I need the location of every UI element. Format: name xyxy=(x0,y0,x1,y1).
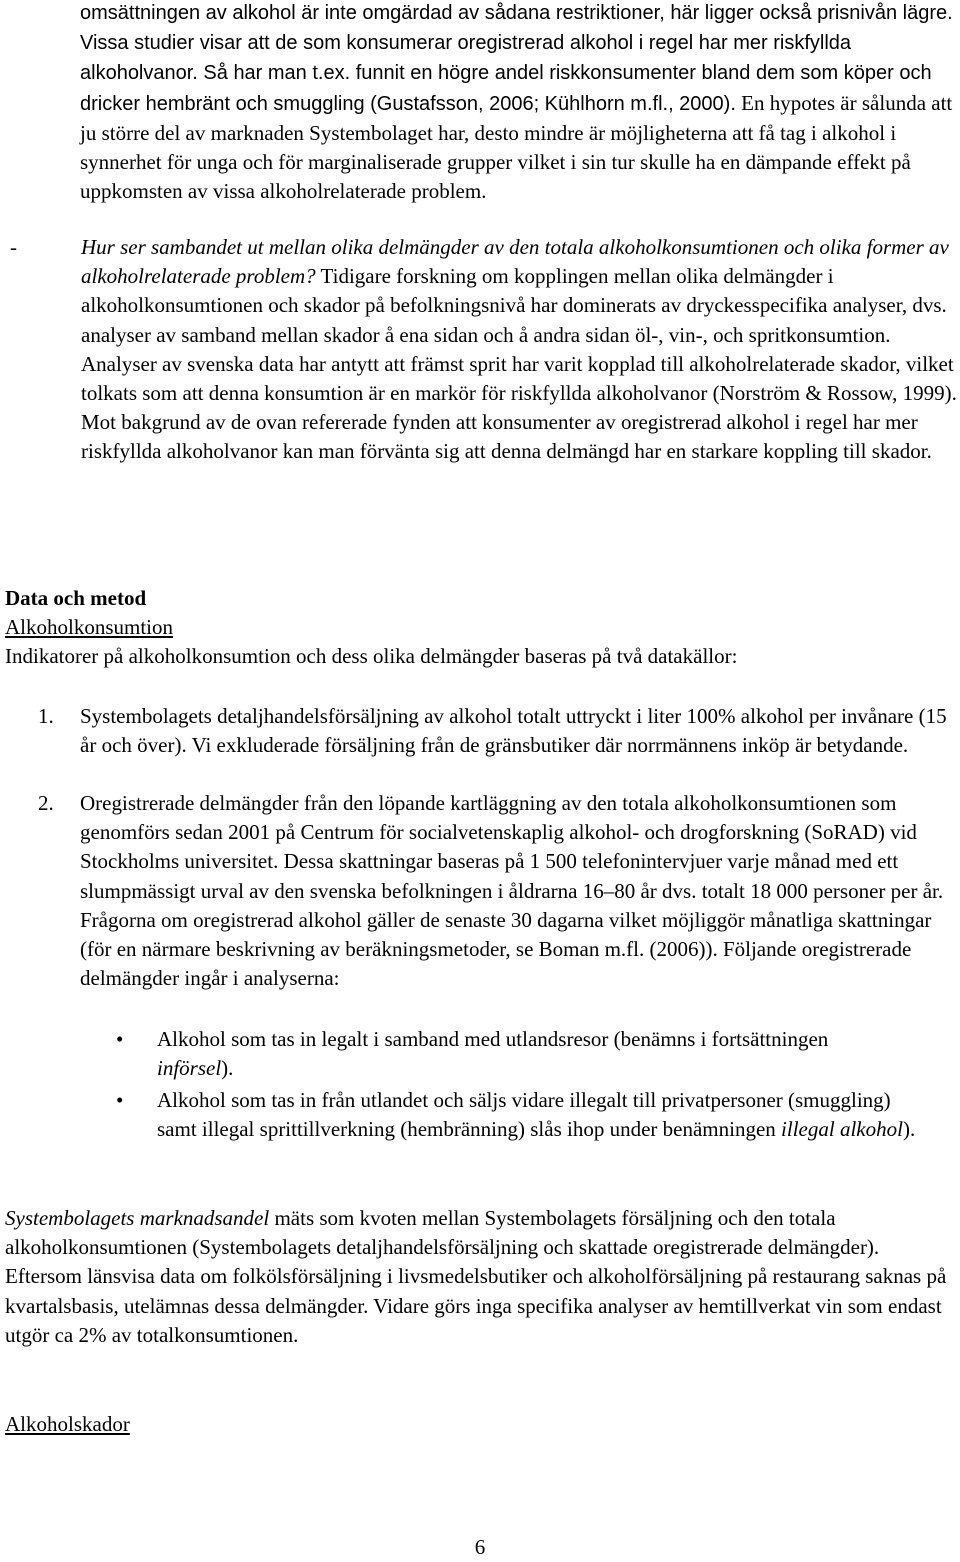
intro-text-sans: omsättningen av alkohol är inte omgärdad av sådana restriktioner, här ligger också prisnivån lägre. Vissa studier visar att de som konsumerar oregistrerad alkohol i regel har mer riskfyllda alkoholvanor. Så har man t.ex. funnit en högre andel riskkonsumenter bland dem som köper och dricker hembränt och smuggling (Gustafsson, 2006; Kühlhorn m.fl., 2000). xyxy=(80,2,953,115)
section-title: Data och metod xyxy=(5,586,147,610)
list-text: Systembolagets detaljhandelsförsäljning av alkohol totalt uttryckt i liter 100% alkohol per invånare (15 år och över). Vi exkluderade försäljning från de gränsbutiker där norrmännens inköp är betydande. xyxy=(80,704,947,758)
intro-paragraph xyxy=(80,0,960,206)
research-question-body: Tidigare forskning om kopplingen mellan olika delmängder i alkoholkonsumtionen och skador på befolkningsnivå har dominerats av dryckesspecifika analyser, dvs. analyser av samband mellan skador å ena sidan och å andra sidan öl-, vin-, och spritkonsumtion. Analyser av svenska data har antytt att främst sprit har varit kopplad till alkoholrelaterade skador, vilket tolkats som att denna konsumtion är en markör för riskfyllda alkoholvanor (Norström & Rossow, 1999). Mot bakgrund av de ovan refererade fynden att konsumenter av oregistrerad alkohol i regel har mer riskfyllda alkoholvanor kan man förvänta sig att denna delmängd har en starkare koppling till skador. xyxy=(81,264,957,464)
intro-text-serif: En hypotes är sålunda att ju större del av marknaden Systembolaget har, desto mindre är möjligheterna att få tag i alkohol i synnerhet för unga och för marginaliserade grupper vilket i sin tur skulle ha en dämpande effekt på uppkomsten av vissa alkoholrelaterade problem. xyxy=(80,90,953,204)
market-share-term: Systembolagets marknadsandel xyxy=(5,1206,270,1230)
list-number: 1. xyxy=(38,704,54,728)
bullet-text: Alkohol som tas in legalt i samband med utlandsresor (benämns i fortsättningen xyxy=(157,1027,829,1051)
list-number: 2. xyxy=(38,791,54,815)
bullet-dot: • xyxy=(116,1088,124,1112)
page-number: 6 xyxy=(474,1535,486,1559)
bullet-dot: • xyxy=(116,1027,124,1051)
bullet-emphasis: införsel xyxy=(157,1056,222,1081)
subsection-title: Alkoholkonsumtion xyxy=(5,615,174,640)
bullet-emphasis: illegal alkohol xyxy=(781,1117,903,1142)
market-share-paragraph xyxy=(5,1204,955,1350)
list-text: Oregistrerade delmängder från den löpande kartläggning av den totala alkoholkonsumtionen som genomförs sedan 2001 på Centrum för socialvetenskaplig alkohol- och drogforskning (SoRAD) vid Stockholms universitet. Dessa skattningar baseras på 1 500 telefonintervjuer varje månad med ett slumpmässigt urval av den svenska befolkningen i åldrarna 16–80 år dvs. totalt 18 000 personer per år. Frågorna om oregistrerad alkohol gäller de senaste 30 dagarna vilket möjliggör månatliga skattningar (för en närmare beskrivning av beräkningsmetoder, se Boman m.fl. (2006)). Följande oregistrerade delmängder ingår i analyserna: xyxy=(80,791,944,991)
section-intro: Indikatorer på alkoholkonsumtion och dess olika delmängder baseras på två datakällor: xyxy=(5,644,738,669)
market-share-body: mäts som kvoten mellan Systembolagets försäljning och den totala alkoholkonsumtionen (Systembolagets detaljhandelsförsäljning och skattade oregistrerade delmängder). Eftersom länsvisa data om folkölsförsäljning i livsmedelsbutiker och alkoholförsäljning på restaurang saknas på kvartalsbasis, utelämnas dessa delmängder. Vidare görs inga specifika analyser av hemtillverkat vin som endast utgör ca 2% av totalkonsumtionen. xyxy=(5,1206,947,1347)
bullet-text: Alkohol som tas in från utlandet och säljs vidare illegalt till privatpersoner (smuggling) samt illegal sprittillverkning (hembränning) slås ihop under benämningen xyxy=(157,1088,891,1142)
research-question-italic: Hur ser sambandet ut mellan olika delmängder av den totala alkoholkonsumtionen och olika former av alkoholrelaterade problem? xyxy=(81,235,949,289)
dash-marker: - xyxy=(10,235,17,259)
alkoholskador-heading: Alkoholskador xyxy=(5,1412,130,1436)
section-heading xyxy=(5,584,945,672)
bullet-text-end: ). xyxy=(221,1056,234,1081)
bullet-text-end: ). xyxy=(902,1117,916,1142)
